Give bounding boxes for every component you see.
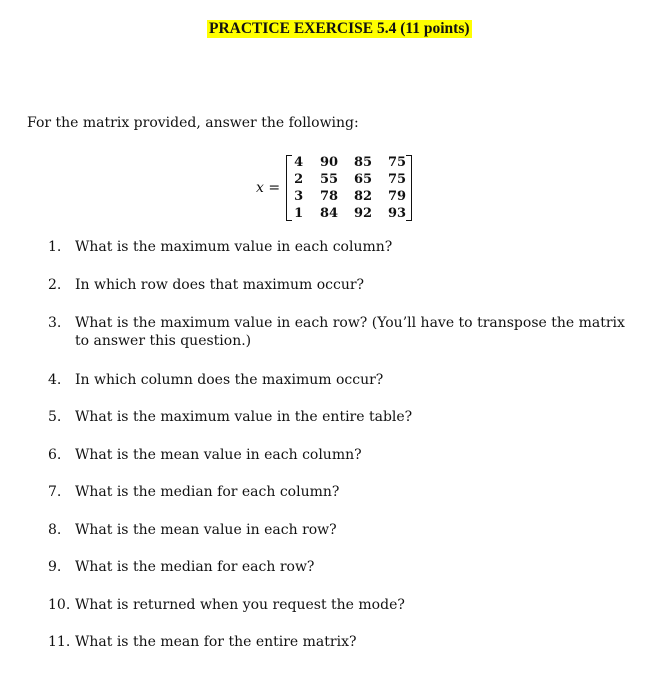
matrix-left-bracket [286,155,292,221]
question-text: What is returned when you request the mode? [75,597,405,613]
question-text: What is the maximum value in the entire table? [75,409,413,425]
matrix-cell: 92 [354,206,373,221]
question-item [48,596,630,614]
question-text: What is the mean value in each row? [75,522,337,538]
question-number: 1. [48,239,62,255]
matrix-cell: 2 [294,172,304,187]
question-item [48,558,630,576]
question-item [48,371,630,389]
question-number: 3. [48,315,62,331]
matrix-row [294,171,406,188]
matrix-cell: 79 [388,189,407,204]
question-number: 5. [48,409,62,425]
matrix-row [294,154,406,171]
matrix [286,154,412,222]
question-text: What is the mean for the entire matrix? [75,634,357,650]
matrix-cell: 85 [354,155,373,170]
question-number: 11. [48,634,71,650]
matrix-cell: 65 [354,172,373,187]
question-number: 2. [48,277,62,293]
matrix-cell: 75 [388,155,407,170]
question-item [48,276,630,294]
question-item [48,483,630,501]
question-number: 7. [48,484,62,500]
question-text: In which row does that maximum occur? [75,277,365,293]
question-item [48,633,630,651]
question-text: What is the median for each row? [75,559,315,575]
equals-sign: = [263,180,281,196]
question-number: 6. [48,447,62,463]
question-number: 10. [48,597,71,613]
matrix-lhs [256,180,280,196]
question-item [48,314,630,350]
matrix-cell: 93 [388,206,407,221]
question-number: 8. [48,522,62,538]
question-text: What is the median for each column? [75,484,340,500]
question-number: 4. [48,372,62,388]
matrix-right-bracket [406,155,412,221]
question-text: What is the maximum value in each row? (You’ll have to transpose the matrix to answer this question.) [75,315,625,349]
question-item [48,238,630,256]
matrix-cell: 4 [294,155,304,170]
intro-text: For the matrix provided, answer the following: [27,115,359,131]
question-text: What is the maximum value in each column? [75,239,393,255]
matrix-cell: 55 [320,172,339,187]
matrix-equation [256,154,412,222]
question-item [48,521,630,539]
question-text: In which column does the maximum occur? [75,372,384,388]
matrix-cell: 3 [294,189,304,204]
matrix-cell: 75 [388,172,407,187]
matrix-variable: x [256,180,264,196]
matrix-cell: 78 [320,189,339,204]
matrix-cell: 90 [320,155,339,170]
matrix-cell: 1 [294,206,304,221]
matrix-cell: 82 [354,189,373,204]
matrix-row [294,205,406,222]
matrix-row [294,188,406,205]
question-number: 9. [48,559,62,575]
matrix-cell: 84 [320,206,339,221]
exercise-title: PRACTICE EXERCISE 5.4 (11 points) [209,20,470,37]
question-item [48,446,630,464]
question-text: What is the mean value in each column? [75,447,362,463]
question-item [48,408,630,426]
